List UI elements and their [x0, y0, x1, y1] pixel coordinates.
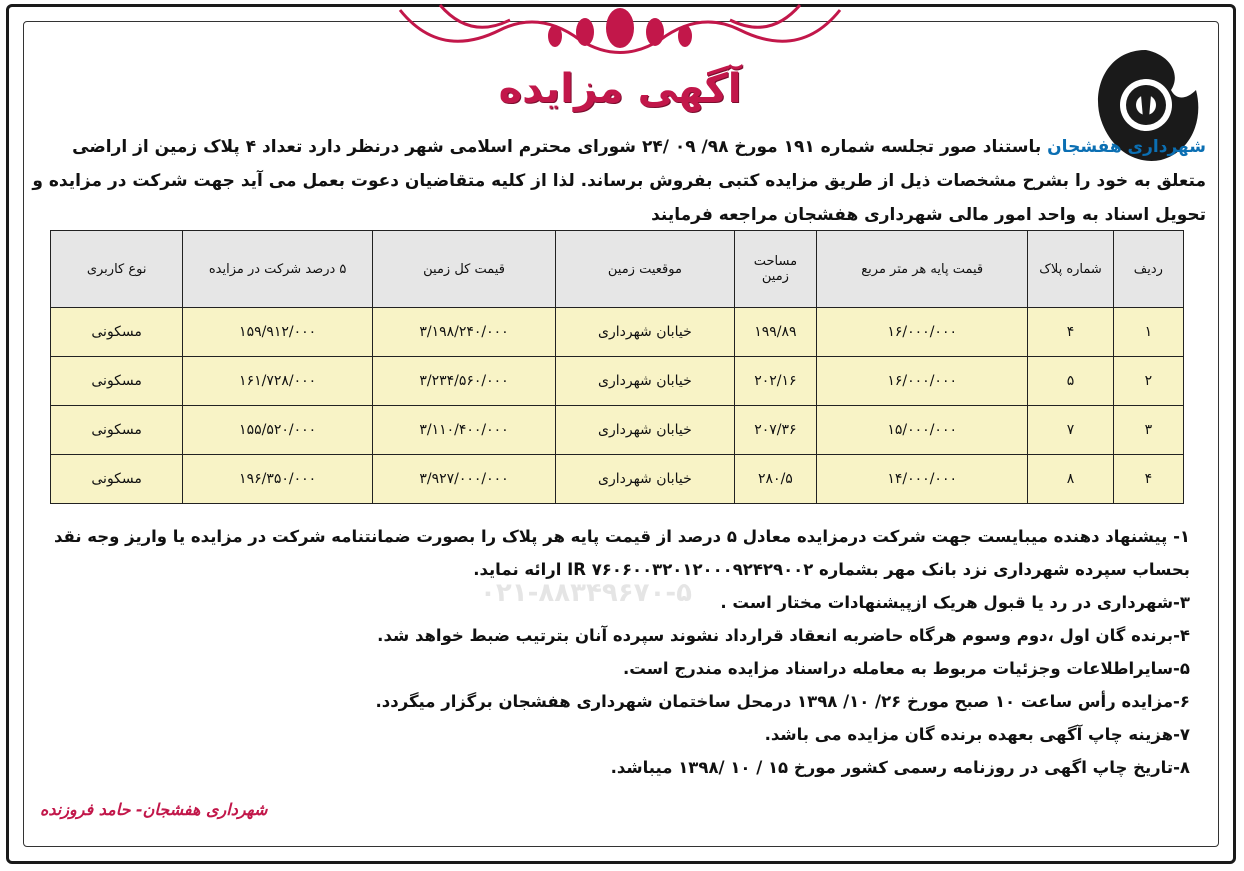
intro-paragraph [28, 130, 1206, 232]
col-header-area: مساحت زمین [734, 231, 816, 308]
table-header-row [51, 231, 1184, 308]
term-item: ۶-مزایده رأس ساعت ۱۰ صبح مورخ ۲۶/ ۱۰/ ۱۳۹۸ درمحل ساختمان شهرداری هفشجان برگزار میگردد. [375, 692, 1190, 711]
cell-row-number: ۳ [1113, 406, 1183, 455]
cell-deposit: ۱۶۱/۷۲۸/۰۰۰ [183, 357, 373, 406]
cell-row-number: ۲ [1113, 357, 1183, 406]
intro-text: باستناد صور تجلسه شماره ۱۹۱ مورخ ۹۸/ ۰۹ /۲۴ شورای محترم اسلامی شهر درنظر دارد تعداد ۴ پلاک زمین از اراضی متعلق به خود را بشرح مشخصات ذیل از طریق مزایده کتبی بفروش برساند. لذا از کلیه متقاضیان دعوت بعمل می آید جهت شرکت در مزایده و تحویل اسناد به واحد امور مالی شهرداری هفشجان مراجعه فرمایند [32, 137, 1206, 225]
cell-total-price: ۳/۲۳۴/۵۶۰/۰۰۰ [372, 357, 555, 406]
cell-location: خیابان شهرداری [556, 406, 735, 455]
page-title: آگهی مزایده [498, 66, 742, 112]
cell-usage: مسکونی [51, 308, 183, 357]
organization-name: شهرداری هفشجان [1047, 137, 1206, 157]
cell-plot-number: ۷ [1028, 406, 1113, 455]
cell-usage: مسکونی [51, 357, 183, 406]
plots-table [50, 230, 1184, 504]
term-item: ۷-هزینه چاپ آگهی بعهده برنده گان مزایده می باشد. [764, 725, 1190, 744]
signature: شهرداری هفشجان- حامد فروزنده [40, 800, 268, 819]
cell-total-price: ۳/۹۲۷/۰۰۰/۰۰۰ [372, 455, 555, 504]
cell-base-price: ۱۶/۰۰۰/۰۰۰ [817, 357, 1028, 406]
col-header-total-price: قیمت کل زمین [372, 231, 555, 308]
term-item: ۳-شهرداری در رد یا قبول هریک ازپیشنهادات مختار است . [720, 593, 1190, 612]
cell-plot-number: ۴ [1028, 308, 1113, 357]
cell-base-price: ۱۵/۰۰۰/۰۰۰ [817, 406, 1028, 455]
cell-location: خیابان شهرداری [556, 308, 735, 357]
cell-location: خیابان شهرداری [556, 357, 735, 406]
cell-usage: مسکونی [51, 406, 183, 455]
table-row [51, 406, 1184, 455]
col-header-deposit: ۵ درصد شرکت در مزایده [183, 231, 373, 308]
cell-total-price: ۳/۱۹۸/۲۴۰/۰۰۰ [372, 308, 555, 357]
cell-deposit: ۱۵۹/۹۱۲/۰۰۰ [183, 308, 373, 357]
cell-base-price: ۱۶/۰۰۰/۰۰۰ [817, 308, 1028, 357]
table-row [51, 357, 1184, 406]
table-row [51, 308, 1184, 357]
cell-deposit: ۱۵۵/۵۲۰/۰۰۰ [183, 406, 373, 455]
cell-row-number: ۱ [1113, 308, 1183, 357]
cell-usage: مسکونی [51, 455, 183, 504]
cell-area: ۲۰۲/۱۶ [734, 357, 816, 406]
cell-plot-number: ۵ [1028, 357, 1113, 406]
cell-base-price: ۱۴/۰۰۰/۰۰۰ [817, 455, 1028, 504]
cell-area: ۲۸۰/۵ [734, 455, 816, 504]
watermark-phone: ۰۲۱-۸۸۳۴۹۶۷۰-۵ [480, 578, 693, 608]
term-item: ۵-سایراطلاعات وجزئیات مربوط به معامله دراسناد مزایده مندرج است. [622, 659, 1190, 678]
term-item: ۱- پیشنهاد دهنده میبایست جهت شرکت درمزایده معادل ۵ درصد از قیمت پایه هر پلاک را بصورت ضمانتنامه شرکت در مزایده یا واریز وجه نقد بحساب سپرده شهرداری نزد بانک مهر بشماره IR ۷۶۰۶۰۰۳۲۰۱۲۰۰۰۹۲۴۲۹۰۰۲ ارائه نماید. [53, 527, 1190, 579]
col-header-location: موقعیت زمین [556, 231, 735, 308]
col-header-usage: نوع کاربری [51, 231, 183, 308]
cell-area: ۲۰۷/۳۶ [734, 406, 816, 455]
col-header-row-number: ردیف [1113, 231, 1183, 308]
col-header-base-price: قیمت پایه هر متر مربع [817, 231, 1028, 308]
cell-plot-number: ۸ [1028, 455, 1113, 504]
cell-location: خیابان شهرداری [556, 455, 735, 504]
table-row [51, 455, 1184, 504]
terms-list [40, 520, 1190, 784]
cell-row-number: ۴ [1113, 455, 1183, 504]
col-header-plot-number: شماره پلاک [1028, 231, 1113, 308]
term-item: ۴-برنده گان اول ،دوم وسوم هرگاه حاضربه انعقاد قرارداد نشوند سپرده آنان بترتیب ضبط خواهد شد. [377, 626, 1190, 645]
term-item: ۸-تاریخ چاپ اگهی در روزنامه رسمی کشور مورخ ۱۵ / ۱۰ /۱۳۹۸ میباشد. [610, 758, 1190, 777]
cell-area: ۱۹۹/۸۹ [734, 308, 816, 357]
cell-deposit: ۱۹۶/۳۵۰/۰۰۰ [183, 455, 373, 504]
cell-total-price: ۳/۱۱۰/۴۰۰/۰۰۰ [372, 406, 555, 455]
ornament-decoration [380, 0, 860, 70]
